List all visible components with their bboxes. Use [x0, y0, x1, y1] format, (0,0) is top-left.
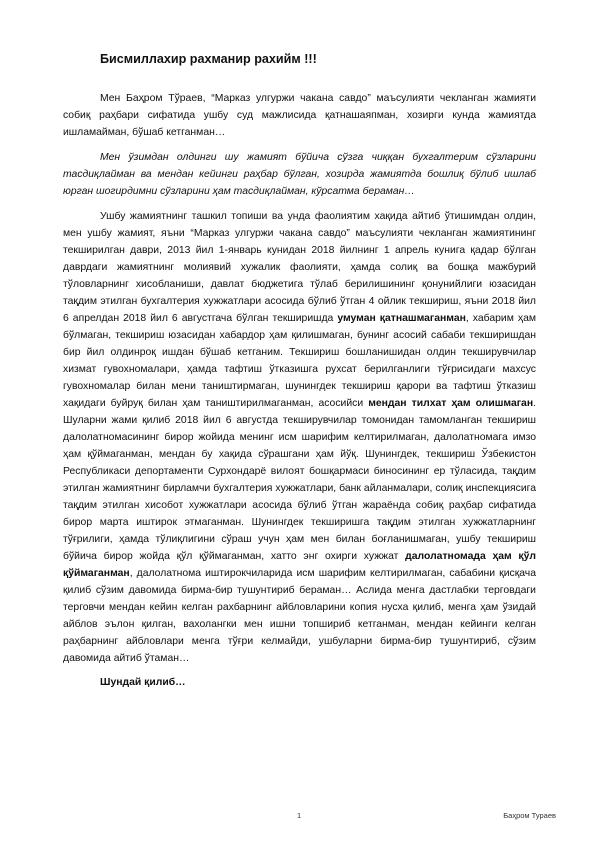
- testimony-bold-no-receipt: мендан тилхат ҳам олишмаган: [368, 398, 534, 409]
- footer-author: Баҳром Тураев: [503, 811, 556, 820]
- page-number: 1: [297, 811, 302, 820]
- testimony-text-2: , хабарим ҳам бўлмаган, текшириш юзасидан хабардор ҳам қилишмаган, бунинг асосий сабаби текширишдан бир йил олдинроқ ишдан бўшаб кетганим. Текшириш бошланишидан олдин текширувчилар хизмат гувохномалари, ҳамда тафтиш ўтказишга рухсат берилганлиги тўғрисидаги махсус гувохномалар билан мени таништирмаган, шунингдек текшириш қарори ва тафтиш ўтказиш хақидаги буйруқ билан ҳам таништирилмаганман, асосийси: [63, 313, 537, 409]
- testimony-text-1: Ушбу жамиятнинг ташкил топиши ва унда фаолиятим хақида айтиб ўтишимдан олдин, мен ушбу жамият, яъни “Марказ улгуржи чакана савдо” маъсулияти чекланган жамиятининг текширилган даври, 2013 йил 1-январь кунидан 2018 йилнинг 1 апрель кунига қадар бўлган даврдаги жамиятнинг молиявий хужалик фаолияти, ҳамда солиқ ва бошқа мажбурий тўловларнинг хисобланиши, давлат бюджетига тўлаб берилишининг қонунийлиги юзасидан тақдим этилган бухгалтерия хужжатлари асосида бўлиб ўтган 4 ойлик текшириш, яъни 2018 йил 6 апрелдан 2018 йил 6 августгача бўлган текширишда: [63, 211, 536, 324]
- paragraph-main-testimony: [63, 208, 536, 667]
- testimony-bold-not-participated: умуман қатнашмаганман: [337, 313, 466, 324]
- paragraph-closing: Шундай қилиб…: [100, 677, 186, 688]
- testimony-text-4: , далолатнома иштирокчиларида исм шарифим келтирилмаган, сабабини қисқача қилиб сўзим давомида бирма-бир тушунтириб бераман… Аслида менга дастлабки терговдаги терговчи мендан кейин келган рахбарнинг айбловларини копия нусха қилиб, менга ҳам ўзидай айблов эълон қилган, вахолангки мен ишни топшириб кетганман, мендан кейинги келган раҳбарнинг айбловлари менга тўғри келмайди, ушбуларни бирма-бир тушунтириб, сўзим давомида айтиб ўтаман…: [63, 568, 536, 664]
- testimony-text-3: . Шуларни жами қилиб 2018 йил 6 августда текширувчилар томонидан тамомланган текшириш далолатномасининг бирор жойида менинг исм шарифим келтирилмаган, далолатномага имзо ҳам қўймаганман, мендан бу хақида сўрашгани ҳам йўқ. Шунингдек, текшириш Ўзбекистон Республикаси депортаменти Сурхондарё вилоят бошқармаси биносининг ер тўласида, тақдим этилган жамиятнинг бирламчи бухгалтерия хужжатлари, банк айланмалари, солиқ инспекциясига тақдим этилган хисобот хужжатлари асосида бўлиб ўтган жараёнда собиқ раҳбар сифатида бирор марта иштирок этмаганман. Шунингдек текширишга тақдим этилган хужжатларнинг тўғрилиги, ҳамда тўлиқлигини сўраш учун ҳам мен билан боғланишмаган, ушбу текшириш бўйича бирор жойда қўл қўймаганман, хатто энг охирги хужжат: [63, 398, 536, 562]
- document-title: Бисмиллахир рахманир рахийм !!!: [100, 52, 317, 66]
- testimony-bold-not-signed: далолатномада ҳам қўл қўймаганман: [63, 551, 536, 579]
- document-body: [63, 90, 536, 699]
- paragraph-introduction: Мен Баҳром Тўраев, “Марказ улгуржи чакана савдо” маъсулияти чекланган жамияти собиқ раҳбари сифатида ушбу суд мажлисида қатнашаяпман, хозирги кунда жамиятда ишламайман, бўшаб кетганман…: [63, 93, 536, 138]
- paragraph-confirmation: Мен ўзимдан олдинги шу жамият бўйича сўзга чиққан бухгалтерим сўзларини тасдиқлайман ва мендан кейинги раҳбар бўлган, хозирда жамиятда бошлиқ бўлиб ишлаб юрган шогирдимни сўзларини ҳам тасдиқлайман, кўрсатма бераман…: [63, 152, 536, 197]
